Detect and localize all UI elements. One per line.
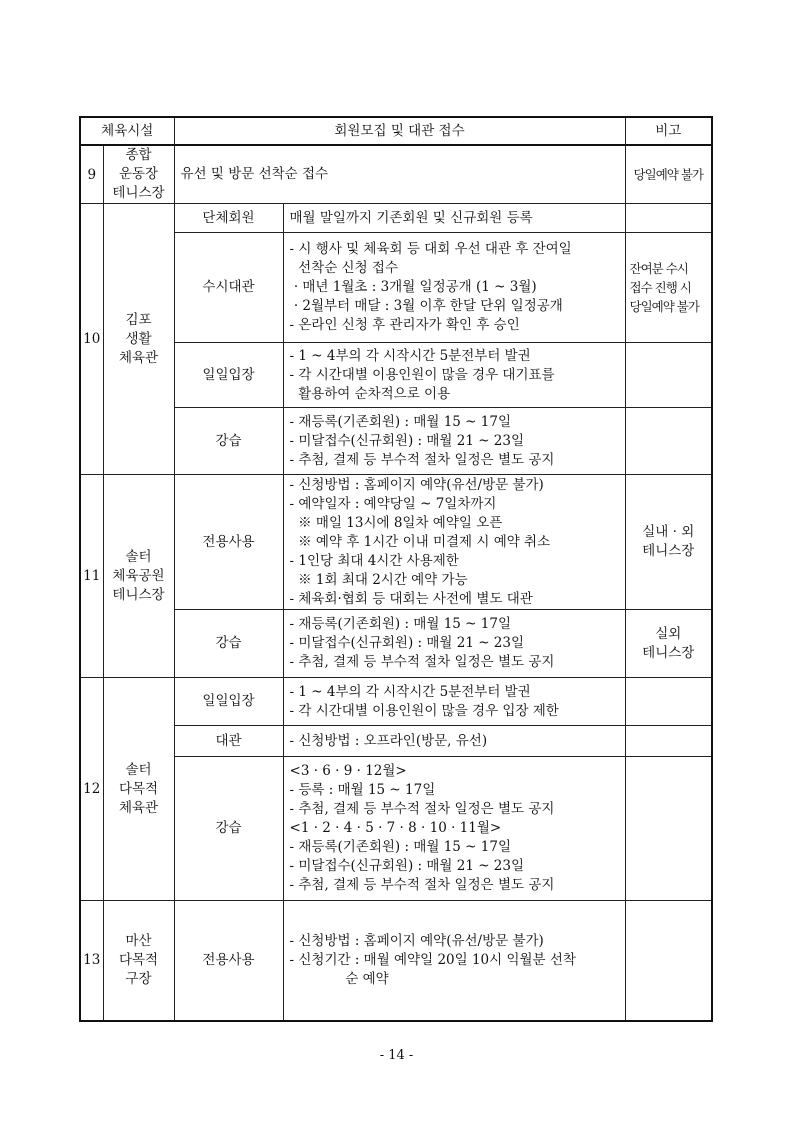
table-row [80, 145, 712, 204]
facility-name: 마산 다목적 구장 [103, 901, 174, 1021]
facility-name: 김포 생활 체육관 [103, 204, 174, 475]
table-row [80, 726, 712, 757]
note [625, 726, 712, 757]
reception-type: 일일입장 [174, 678, 283, 726]
table-row [80, 233, 712, 343]
page-number: - 14 - [379, 1048, 414, 1063]
table-row [80, 204, 712, 233]
header-note: 비고 [625, 117, 712, 145]
reception-type: 강습 [174, 408, 283, 475]
reception-content: <3 · 6 · 9 · 12월> - 등록 : 매월 15 ~ 17일 - 추첨, 결제 등 부수적 절차 일정은 별도 공지 <1 · 2 · 4 · 5 · 7 · 8 · 10 · 11월> - 재등록(기존회원) : 매월 15 ~ 17일 - 미달접수(신규회원) : 매월 21 ~ 23일 - 추첨, 결제 등 부수적 절차 일정은 별도 공지 [283, 757, 625, 901]
reception-type: 전용사용 [174, 901, 283, 1021]
note [625, 901, 712, 1021]
facility-reception-table [79, 116, 713, 1022]
facility-name: 종합 운동장 테니스장 [103, 145, 174, 204]
reception-content: 유선 및 방문 선착순 접수 [174, 145, 625, 204]
reception-type: 강습 [174, 757, 283, 901]
note [625, 678, 712, 726]
reception-content: - 재등록(기존회원) : 매월 15 ~ 17일 - 미달접수(신규회원) : 매월 21 ~ 23일 - 추첨, 결제 등 부수적 절차 일정은 별도 공지 [283, 610, 625, 678]
reception-type: 대관 [174, 726, 283, 757]
reception-content: - 1 ~ 4부의 각 시작시간 5분전부터 발권 - 각 시간대별 이용인원이 많을 경우 대기표를 활용하여 순차적으로 이용 [283, 343, 625, 408]
table-row [80, 678, 712, 726]
reception-content: 매월 말일까지 기존회원 및 신규회원 등록 [283, 204, 625, 233]
row-number: 11 [80, 475, 103, 678]
reception-content: - 시 행사 및 체육회 등 대회 우선 대관 후 잔여일 선착순 신청 접수 · 매년 1월초 : 3개월 일정공개 (1 ~ 3월) · 2월부터 매달 : 3월 이후 한달 단위 일정공개 - 온라인 신청 후 관리자가 확인 후 승인 [283, 233, 625, 343]
reception-content: - 1 ~ 4부의 각 시작시간 5분전부터 발권 - 각 시간대별 이용인원이 많을 경우 입장 제한 [283, 678, 625, 726]
reception-type: 수시대관 [174, 233, 283, 343]
reception-content: - 신청방법 : 홈페이지 예약(유선/방문 불가) - 예약일자 : 예약당일 ~ 7일차까지 ※ 매일 13시에 8일차 예약일 오픈 ※ 예약 후 1시간 이내 미결제 시 예약 취소 - 1인당 최대 4시간 사용제한 ※ 1회 최대 2시간 예약 가능 - 체육회·협회 등 대회는 사전에 별도 대관 [283, 475, 625, 610]
reception-type: 단체회원 [174, 204, 283, 233]
note [625, 408, 712, 475]
reception-type: 전용사용 [174, 475, 283, 610]
note: 당일예약 불가 [625, 145, 712, 204]
reception-type: 강습 [174, 610, 283, 678]
note [625, 757, 712, 901]
facility-name: 솔터 체육공원 테니스장 [103, 475, 174, 678]
note: 실내 · 외 테니스장 [625, 475, 712, 610]
row-number: 9 [80, 145, 103, 204]
facility-name: 솔터 다목적 체육관 [103, 678, 174, 901]
row-number: 12 [80, 678, 103, 901]
note [625, 204, 712, 233]
table-header-row [80, 117, 712, 145]
reception-content: - 신청방법 : 홈페이지 예약(유선/방문 불가) - 신청기간 : 매월 예약일 20일 10시 익월분 선착 순 예약 [283, 901, 625, 1021]
reception-content: - 신청방법 : 오프라인(방문, 유선) [283, 726, 625, 757]
table-row [80, 475, 712, 610]
header-reception: 회원모집 및 대관 접수 [174, 117, 625, 145]
row-number: 13 [80, 901, 103, 1021]
reception-content: - 재등록(기존회원) : 매월 15 ~ 17일 - 미달접수(신규회원) : 매월 21 ~ 23일 - 추첨, 결제 등 부수적 절차 일정은 별도 공지 [283, 408, 625, 475]
note [625, 343, 712, 408]
row-number: 10 [80, 204, 103, 475]
table-row [80, 343, 712, 408]
reception-type: 일일입장 [174, 343, 283, 408]
table-row [80, 757, 712, 901]
note: 실외 테니스장 [625, 610, 712, 678]
note: 잔여분 수시 접수 진행 시 당일예약 불가 [625, 233, 712, 343]
header-facility: 체육시설 [80, 117, 174, 145]
table-row [80, 408, 712, 475]
table-row [80, 901, 712, 1021]
table-row [80, 610, 712, 678]
